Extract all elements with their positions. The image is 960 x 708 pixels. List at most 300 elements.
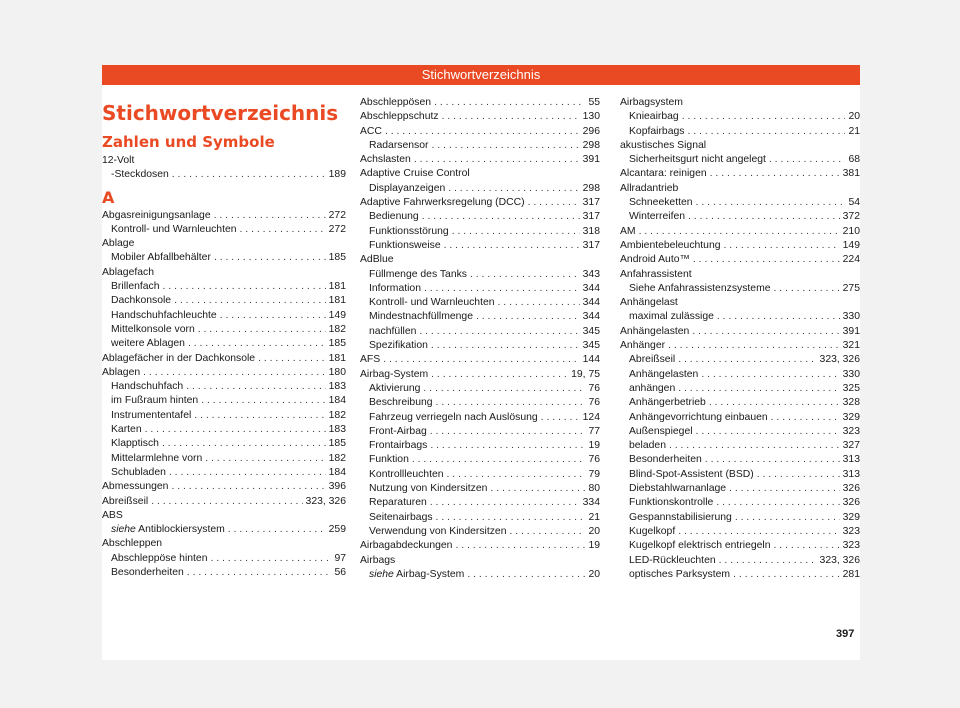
index-subentry bbox=[102, 294, 346, 308]
page-number: 397 bbox=[836, 628, 855, 640]
dot-leader bbox=[430, 425, 586, 439]
entry-term: optisches Parksystem bbox=[629, 568, 731, 580]
entry-term: Anhänger bbox=[620, 340, 666, 352]
page-reference: 334 bbox=[582, 497, 600, 509]
entry-term: Kontrollleuchten bbox=[369, 468, 444, 480]
index-subentry bbox=[620, 439, 860, 453]
index-entry bbox=[102, 495, 346, 509]
index-subentry bbox=[102, 337, 346, 351]
page-reference: 323 bbox=[842, 525, 860, 537]
index-subentry bbox=[620, 453, 860, 467]
entry-term: Kopfairbags bbox=[629, 125, 685, 137]
dot-leader bbox=[669, 439, 840, 453]
index-subentry bbox=[360, 482, 600, 496]
entry-term: Anfahrassistent bbox=[620, 268, 692, 280]
dot-leader bbox=[490, 482, 585, 496]
section-heading-numbers-symbols: Zahlen und Symbole bbox=[102, 133, 275, 151]
page-reference: 326 bbox=[842, 483, 860, 495]
page-reference: 76 bbox=[588, 382, 600, 394]
entry-term: Aktivierung bbox=[369, 382, 421, 394]
dot-leader bbox=[717, 310, 840, 324]
entry-term: weitere Ablagen bbox=[111, 338, 185, 350]
dot-leader bbox=[716, 496, 839, 510]
page-reference: 272 bbox=[328, 209, 346, 221]
dot-leader bbox=[151, 495, 302, 509]
entry-term: Abreißseil bbox=[629, 354, 676, 366]
index-subentry bbox=[620, 468, 860, 482]
page-reference: 181 bbox=[328, 352, 346, 364]
page-reference: 184 bbox=[328, 466, 346, 478]
dot-leader bbox=[688, 210, 840, 224]
page-reference: 272 bbox=[328, 223, 346, 235]
page-reference: 372 bbox=[842, 211, 860, 223]
entry-term: Anhängelasten bbox=[620, 325, 690, 337]
see-reference: siehe bbox=[111, 524, 136, 536]
entry-term: Kontroll- und Warnleuchten bbox=[111, 223, 237, 235]
dot-leader bbox=[422, 210, 580, 224]
index-subentry bbox=[360, 411, 600, 425]
dot-leader bbox=[162, 437, 326, 451]
entry-term: Kugelkopf bbox=[629, 525, 676, 537]
dot-leader bbox=[145, 423, 326, 437]
dot-leader bbox=[541, 411, 580, 425]
dot-leader bbox=[528, 196, 580, 210]
index-entry bbox=[620, 225, 860, 239]
page-reference: 317 bbox=[582, 211, 600, 223]
index-subentry bbox=[360, 339, 600, 353]
index-subentry bbox=[102, 452, 346, 466]
entry-term: nachfüllen bbox=[369, 325, 417, 337]
index-subentry bbox=[360, 453, 600, 467]
dot-leader bbox=[385, 125, 580, 139]
page-reference: 321 bbox=[842, 340, 860, 352]
dot-leader bbox=[424, 282, 580, 296]
entry-term: Displayanzeigen bbox=[369, 182, 446, 194]
page-reference: 20 bbox=[588, 525, 600, 537]
index-subentry bbox=[102, 466, 346, 480]
dot-leader bbox=[729, 482, 840, 496]
page-reference: 124 bbox=[582, 411, 600, 423]
index-entry bbox=[620, 167, 860, 181]
page-reference: 79 bbox=[588, 468, 600, 480]
entry-term: Antiblockiersystem bbox=[138, 524, 225, 536]
entry-term: Abschleppöse hinten bbox=[111, 552, 208, 564]
page-reference: 391 bbox=[842, 325, 860, 337]
entry-term: Mittelarmlehne vorn bbox=[111, 452, 203, 464]
entry-term: LED-Rückleuchten bbox=[629, 554, 716, 566]
page-reference: 329 bbox=[842, 411, 860, 423]
dot-leader bbox=[774, 539, 840, 553]
page-reference: 343 bbox=[582, 268, 600, 280]
entry-term: Brillenfach bbox=[111, 281, 160, 293]
page-reference: 182 bbox=[328, 409, 346, 421]
dot-leader bbox=[774, 282, 840, 296]
dot-leader bbox=[692, 325, 839, 339]
entry-term: Anhängevorrichtung einbauen bbox=[629, 411, 768, 423]
page-reference: 330 bbox=[842, 368, 860, 380]
index-subentry bbox=[102, 394, 346, 408]
entry-term: Besonderheiten bbox=[629, 454, 702, 466]
index-subentry bbox=[620, 110, 860, 124]
entry-term: Funktionsstörung bbox=[369, 225, 449, 237]
dot-leader bbox=[214, 209, 326, 223]
entry-term: Mindestnachfüllmenge bbox=[369, 311, 473, 323]
entry-term: Instrumententafel bbox=[111, 409, 192, 421]
index-subentry bbox=[102, 380, 346, 394]
page-reference: 275 bbox=[842, 282, 860, 294]
dot-leader bbox=[733, 568, 840, 582]
page-reference: 313 bbox=[842, 454, 860, 466]
page-reference: 54 bbox=[848, 197, 860, 209]
index-subentry bbox=[620, 525, 860, 539]
entry-term: Diebstahlwarnanlage bbox=[629, 483, 727, 495]
index-entry bbox=[360, 353, 600, 367]
entry-term: Außenspiegel bbox=[629, 425, 693, 437]
dot-leader bbox=[174, 294, 326, 308]
index-entry bbox=[102, 537, 346, 551]
page-reference: 329 bbox=[842, 511, 860, 523]
index-entry bbox=[620, 253, 860, 267]
page-reference: 323, 326 bbox=[305, 495, 346, 507]
page-reference: 298 bbox=[582, 139, 600, 151]
index-subentry bbox=[620, 539, 860, 553]
index-subentry bbox=[360, 296, 600, 310]
dot-leader bbox=[687, 125, 845, 139]
entry-term: Funktionskontrolle bbox=[629, 497, 714, 509]
entry-term: Mobiler Abfallbehälter bbox=[111, 252, 211, 264]
page-reference: 184 bbox=[328, 395, 346, 407]
page-reference: 327 bbox=[842, 440, 860, 452]
entry-term: im Fußraum hinten bbox=[111, 395, 199, 407]
dot-leader bbox=[735, 511, 840, 525]
entry-term: maximal zulässige bbox=[629, 311, 714, 323]
index-column-2 bbox=[360, 96, 600, 582]
entry-term: Reparaturen bbox=[369, 497, 427, 509]
dot-leader bbox=[696, 425, 840, 439]
index-entry bbox=[360, 167, 600, 181]
entry-term: AM bbox=[620, 225, 636, 237]
index-entry bbox=[360, 368, 600, 382]
dot-leader bbox=[771, 411, 840, 425]
index-entry bbox=[620, 325, 860, 339]
dot-leader bbox=[476, 310, 580, 324]
page-reference: 210 bbox=[842, 225, 860, 237]
index-entry bbox=[102, 237, 346, 251]
index-entry bbox=[360, 96, 600, 110]
entries-column-1 bbox=[102, 154, 346, 580]
entry-term: Adaptive Fahrwerksregelung (DCC) bbox=[360, 197, 525, 209]
page-reference: 185 bbox=[328, 252, 346, 264]
index-subentry bbox=[360, 468, 600, 482]
index-subentry bbox=[102, 437, 346, 451]
entry-term: Handschuhfach bbox=[111, 381, 184, 393]
index-subentry bbox=[360, 225, 600, 239]
page-reference: 183 bbox=[328, 381, 346, 393]
page-reference: 325 bbox=[842, 382, 860, 394]
page-reference: 21 bbox=[848, 125, 860, 137]
index-column-3 bbox=[620, 96, 860, 582]
dot-leader bbox=[198, 323, 326, 337]
index-subentry bbox=[620, 496, 860, 510]
index-subentry bbox=[360, 568, 600, 582]
index-subentry bbox=[102, 251, 346, 265]
dot-leader bbox=[470, 268, 580, 282]
index-entry bbox=[360, 196, 600, 210]
dot-leader bbox=[188, 337, 326, 351]
entry-term: 12-Volt bbox=[102, 155, 135, 166]
index-entry bbox=[620, 96, 860, 110]
index-subentry bbox=[360, 325, 600, 339]
dot-leader bbox=[693, 253, 840, 267]
entry-term: AFS bbox=[360, 354, 381, 366]
dot-leader bbox=[442, 110, 580, 124]
page-reference: 68 bbox=[848, 154, 860, 166]
page-reference: 313 bbox=[842, 468, 860, 480]
entry-term: Ablagen bbox=[102, 366, 141, 378]
page-reference: 189 bbox=[328, 169, 346, 181]
entry-term: -Steckdosen bbox=[111, 169, 169, 181]
index-entry bbox=[620, 139, 860, 153]
index-subentry bbox=[620, 396, 860, 410]
entries-column-2 bbox=[360, 96, 600, 582]
index-subentry bbox=[360, 496, 600, 510]
index-subentry bbox=[360, 525, 600, 539]
index-subentry bbox=[360, 139, 600, 153]
page-reference: 181 bbox=[328, 295, 346, 307]
index-entry bbox=[360, 554, 600, 568]
entry-term: Anhängelast bbox=[620, 297, 678, 309]
index-subentry bbox=[102, 552, 346, 566]
page-reference: 323, 326 bbox=[819, 354, 860, 366]
entry-term: Schubladen bbox=[111, 466, 166, 478]
index-entry bbox=[102, 352, 346, 366]
dot-leader bbox=[434, 96, 585, 110]
dot-leader bbox=[719, 554, 817, 568]
page-reference: 344 bbox=[582, 297, 600, 309]
index-subentry bbox=[620, 310, 860, 324]
entry-term: Ablage bbox=[102, 238, 135, 250]
dot-leader bbox=[678, 382, 839, 396]
entry-term: Allradantrieb bbox=[620, 182, 679, 194]
page-reference: 326 bbox=[842, 497, 860, 509]
index-subentry bbox=[360, 439, 600, 453]
entry-term: Bedienung bbox=[369, 211, 419, 223]
index-subentry bbox=[102, 168, 346, 182]
dot-leader bbox=[432, 139, 580, 153]
page-reference: 20 bbox=[848, 111, 860, 123]
entry-term: Winterreifen bbox=[629, 211, 686, 223]
index-subentry bbox=[620, 196, 860, 210]
index-subentry bbox=[620, 353, 860, 367]
index-subentry bbox=[360, 268, 600, 282]
page-reference: 80 bbox=[588, 483, 600, 495]
index-entry bbox=[360, 253, 600, 267]
dot-leader bbox=[240, 223, 326, 237]
index-subentry bbox=[620, 153, 860, 167]
entry-term: Abgasreinigungsanlage bbox=[102, 209, 211, 221]
page-reference: 56 bbox=[334, 567, 346, 579]
dot-leader bbox=[228, 523, 326, 537]
entry-term: Ambientebeleuchtung bbox=[620, 239, 721, 251]
page-reference: 76 bbox=[588, 454, 600, 466]
index-subentry bbox=[360, 210, 600, 224]
entry-term: Achslasten bbox=[360, 154, 411, 166]
page-reference: 149 bbox=[328, 309, 346, 321]
page-reference: 344 bbox=[582, 282, 600, 294]
dot-leader bbox=[172, 168, 326, 182]
dot-leader bbox=[169, 466, 326, 480]
page-reference: 149 bbox=[842, 239, 860, 251]
page-reference: 180 bbox=[328, 366, 346, 378]
index-subentry bbox=[102, 566, 346, 580]
index-subentry bbox=[360, 382, 600, 396]
index-subentry bbox=[102, 309, 346, 323]
page-reference: 182 bbox=[328, 452, 346, 464]
index-entry bbox=[620, 268, 860, 282]
index-entry bbox=[102, 154, 346, 168]
section-letter-a: A bbox=[102, 187, 115, 207]
page-reference: 55 bbox=[588, 97, 600, 108]
entry-term: Füllmenge des Tanks bbox=[369, 268, 467, 280]
entry-term: Karten bbox=[111, 424, 142, 436]
dot-leader bbox=[163, 280, 326, 294]
dot-leader bbox=[668, 339, 840, 353]
entry-term: Siehe Anfahrassistenzsysteme bbox=[629, 282, 771, 294]
page-reference: 344 bbox=[582, 311, 600, 323]
index-subentry bbox=[360, 239, 600, 253]
index-column-1 bbox=[102, 96, 346, 580]
index-subentry bbox=[102, 323, 346, 337]
dot-leader bbox=[194, 409, 325, 423]
entry-term: Android Auto™ bbox=[620, 254, 690, 266]
entry-term: Adaptive Cruise Control bbox=[360, 168, 470, 180]
page-reference: 317 bbox=[582, 197, 600, 209]
index-entry bbox=[360, 153, 600, 167]
page-reference: 185 bbox=[328, 338, 346, 350]
page-reference: 77 bbox=[588, 425, 600, 437]
index-entry bbox=[102, 480, 346, 494]
entry-term: Funktion bbox=[369, 454, 409, 466]
page-reference: 396 bbox=[328, 481, 346, 493]
index-subentry bbox=[620, 482, 860, 496]
dot-leader bbox=[210, 552, 331, 566]
dot-leader bbox=[186, 380, 325, 394]
dot-leader bbox=[452, 225, 580, 239]
index-entry bbox=[102, 509, 346, 523]
entry-term: akustisches Signal bbox=[620, 139, 707, 151]
dot-leader bbox=[709, 396, 840, 410]
index-entry bbox=[102, 366, 346, 380]
entry-term: Airbagabdeckungen bbox=[360, 540, 453, 552]
entry-term: Besonderheiten bbox=[111, 567, 184, 579]
dot-leader bbox=[455, 539, 585, 553]
page-reference: 318 bbox=[582, 225, 600, 237]
dot-leader bbox=[214, 251, 326, 265]
dot-leader bbox=[419, 325, 579, 339]
index-subentry bbox=[102, 223, 346, 237]
index-subentry bbox=[360, 425, 600, 439]
page-reference: 330 bbox=[842, 311, 860, 323]
page-reference: 185 bbox=[328, 438, 346, 450]
dot-leader bbox=[205, 452, 325, 466]
entry-term: Funktionsweise bbox=[369, 239, 441, 251]
dot-leader bbox=[682, 110, 846, 124]
dot-leader bbox=[171, 480, 325, 494]
entry-term: Airbagsystem bbox=[620, 97, 683, 108]
index-subentry bbox=[620, 368, 860, 382]
entry-term: Abreißseil bbox=[102, 495, 149, 507]
index-subentry bbox=[620, 511, 860, 525]
page-reference: 323, 326 bbox=[819, 554, 860, 566]
page-reference: 19, 75 bbox=[571, 368, 600, 380]
entry-term: Airbags bbox=[360, 554, 396, 566]
dot-leader bbox=[757, 468, 840, 482]
dot-leader bbox=[444, 239, 580, 253]
page-reference: 130 bbox=[582, 111, 600, 123]
page-reference: 19 bbox=[588, 440, 600, 452]
page-reference: 281 bbox=[842, 568, 860, 580]
page-reference: 323 bbox=[842, 425, 860, 437]
entry-term: Blind-Spot-Assistent (BSD) bbox=[629, 468, 754, 480]
dot-leader bbox=[701, 368, 839, 382]
entries-column-3 bbox=[620, 96, 860, 582]
index-entry bbox=[620, 296, 860, 310]
page-reference: 391 bbox=[582, 154, 600, 166]
dot-leader bbox=[769, 153, 846, 167]
index-entry bbox=[620, 182, 860, 196]
index-subentry bbox=[620, 210, 860, 224]
entry-term: Abschleppschutz bbox=[360, 111, 439, 123]
page-reference: 296 bbox=[582, 125, 600, 137]
page-reference: 345 bbox=[582, 325, 600, 337]
entry-term: Airbag-System bbox=[360, 368, 429, 380]
page-reference: 323 bbox=[842, 540, 860, 552]
index-entry bbox=[620, 239, 860, 253]
entry-term: Ablagefach bbox=[102, 266, 154, 278]
page-header: Stichwortverzeichnis bbox=[102, 65, 860, 85]
page-reference: 181 bbox=[328, 281, 346, 293]
index-entry bbox=[620, 339, 860, 353]
entry-term: anhängen bbox=[629, 382, 676, 394]
dot-leader bbox=[724, 239, 840, 253]
dot-leader bbox=[696, 196, 846, 210]
entry-term: Gespannstabilisierung bbox=[629, 511, 732, 523]
page-reference: 381 bbox=[842, 168, 860, 180]
entry-term: Information bbox=[369, 282, 421, 294]
dot-leader bbox=[201, 394, 325, 408]
page-reference: 21 bbox=[588, 511, 600, 523]
dot-leader bbox=[431, 368, 568, 382]
page-reference: 224 bbox=[842, 254, 860, 266]
page-reference: 328 bbox=[842, 397, 860, 409]
entry-term: Verwendung von Kindersitzen bbox=[369, 525, 507, 537]
index-subentry bbox=[620, 425, 860, 439]
dot-leader bbox=[678, 353, 816, 367]
dot-leader bbox=[430, 439, 585, 453]
entry-term: Abschleppen bbox=[102, 538, 163, 550]
entry-term: AdBlue bbox=[360, 254, 394, 266]
index-subentry bbox=[620, 411, 860, 425]
page-reference: 298 bbox=[582, 182, 600, 194]
entry-term: Anhängelasten bbox=[629, 368, 699, 380]
dot-leader bbox=[509, 525, 585, 539]
entry-term: beladen bbox=[629, 440, 666, 452]
entry-term: ACC bbox=[360, 125, 382, 137]
index-subentry bbox=[102, 280, 346, 294]
index-subentry bbox=[620, 282, 860, 296]
dot-leader bbox=[639, 225, 840, 239]
index-subentry bbox=[360, 511, 600, 525]
